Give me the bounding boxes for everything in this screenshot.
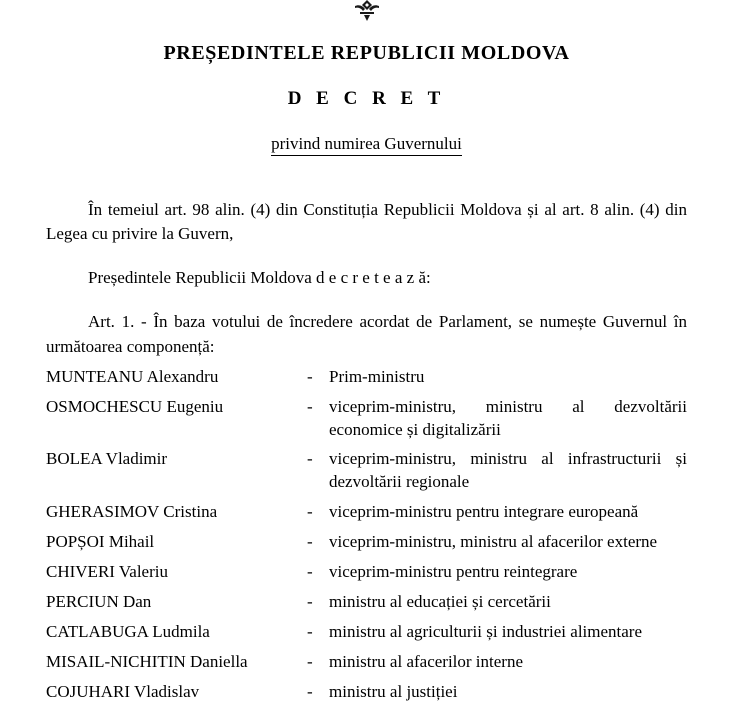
separator-dash: - — [307, 681, 313, 701]
appointee-name: MISAIL-NICHITIN Daniella — [46, 652, 248, 671]
separator-dash: - — [307, 622, 313, 642]
table-row — [46, 677, 687, 707]
separator-dash: - — [307, 449, 313, 469]
appointee-role: ministru al afacerilor interne — [329, 652, 523, 671]
appointee-name: GHERASIMOV Cristina — [46, 502, 218, 522]
state-emblem-icon — [46, 0, 687, 22]
decree-subject: privind numirea Guvernului — [271, 134, 462, 156]
paragraph-legal-basis: În temeiul art. 98 alin. (4) din Constituția Republicii Moldova și al art. 8 alin. (4) din Legea cu privire la Guvern, — [46, 200, 687, 244]
separator-dash: - — [307, 502, 313, 522]
appointee-role: ministru al justiției — [329, 681, 458, 701]
appointee-role: viceprim-ministru, ministru al afacerilor externe — [329, 532, 658, 552]
appointee-name: CATLABUGA Ludmila — [46, 622, 210, 642]
separator-dash: - — [307, 396, 313, 416]
table-row — [46, 444, 687, 497]
separator-dash: - — [307, 652, 313, 671]
appointee-role: viceprim-ministru pentru reintegrare — [329, 562, 578, 582]
appointee-role: ministru al educației și cercetării — [329, 592, 551, 612]
table-row — [46, 647, 687, 677]
appointee-role: viceprim-ministru, ministru al dezvoltării economice și digitalizării — [329, 396, 687, 439]
decree-heading: D E C R E T — [287, 88, 446, 109]
separator-dash: - — [307, 366, 313, 386]
table-row — [46, 617, 687, 647]
subtitle-container — [46, 134, 687, 156]
separator-dash: - — [307, 532, 313, 552]
separator-dash: - — [307, 562, 313, 582]
appointee-name: OSMOCHESCU Eugeniu — [46, 396, 224, 416]
appointee-name: MUNTEANU Alexandru — [46, 366, 219, 386]
appointments-table — [46, 362, 687, 707]
table-row — [46, 587, 687, 617]
appointee-role: viceprim-ministru pentru integrare europeană — [329, 502, 639, 522]
separator-dash: - — [307, 592, 313, 612]
table-row — [46, 362, 687, 392]
appointee-name: POPȘOI Mihail — [46, 532, 155, 552]
table-row — [46, 557, 687, 587]
appointee-role: ministru al agriculturii și industriei alimentare — [329, 622, 643, 642]
appointee-name: BOLEA Vladimir — [46, 449, 168, 469]
table-row — [46, 497, 687, 527]
appointee-name: COJUHARI Vladislav — [46, 681, 200, 701]
page-title: PREȘEDINTELE REPUBLICII MOLDOVA — [163, 42, 570, 64]
appointee-role: viceprim-ministru, ministru al infrastructurii și dezvoltării regionale — [329, 449, 687, 492]
table-row — [46, 392, 687, 445]
appointee-role: Prim-ministru — [329, 366, 425, 386]
table-row — [46, 527, 687, 557]
appointee-name: PERCIUN Dan — [46, 592, 152, 612]
paragraph-article-1: Art. 1. - În baza votului de încredere acordat de Parlament, se numește Guvernul în următoarea componență: — [46, 312, 687, 356]
paragraph-decrees: Președintele Republicii Moldova d e c r e t e a z ă: — [88, 268, 431, 288]
appointee-name: CHIVERI Valeriu — [46, 562, 168, 582]
